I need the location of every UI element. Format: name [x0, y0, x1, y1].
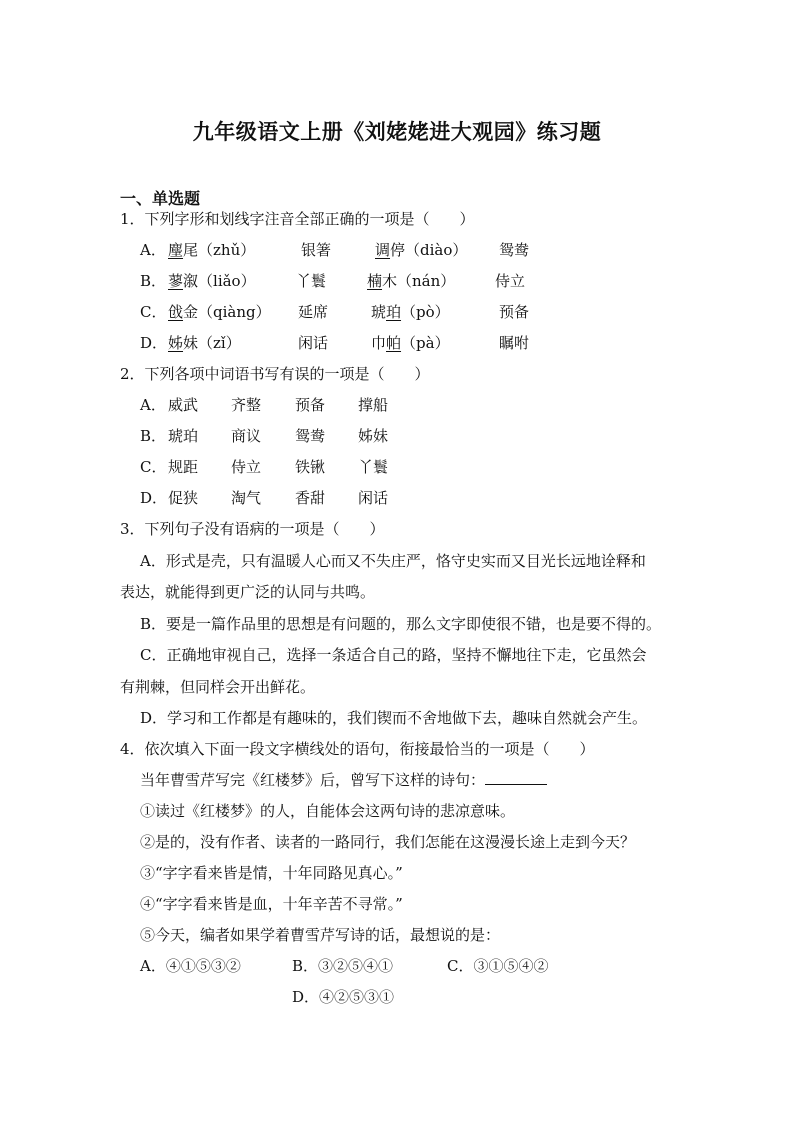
q4-sentence-2: ②是的，没有作者、读者的一路同行，我们怎能在这漫漫长途上走到今天？	[140, 833, 636, 851]
q4-sentence-5: ⑤今天，编者如果学着曹雪芹写诗的话，最想说的是：	[140, 926, 501, 944]
q3-option-c-cont: 有荆棘，但同样会开出鲜花。	[120, 678, 316, 696]
q1-option-c-label: C．	[140, 303, 167, 321]
q1-option-a-2: 银箸	[301, 241, 332, 259]
q1-option-a-3: 调停（diào）	[375, 241, 468, 259]
q1-option-d-3: 巾帕（pà）	[371, 334, 450, 352]
q2-option-d-word: 淘气	[231, 489, 262, 507]
q4-sentence-3: ③“字字看来皆是情，十年同路见真心。”	[140, 864, 403, 882]
q2-option-c-word: 丫鬟	[358, 458, 389, 476]
q2-option-c-word: 铁锹	[295, 458, 326, 476]
q3-option-a: A．形式是壳，只有温暖人心而又不失庄严，恪守史实而又目光长远地诠释和	[140, 552, 646, 570]
q2-option-d-word: 促狭	[168, 489, 199, 507]
q1-option-d-2: 闲话	[298, 334, 329, 352]
q2-option-b-word: 鸳鸯	[295, 427, 326, 445]
page-title: 九年级语文上册《刘姥姥进大观园》练习题	[192, 120, 602, 144]
q1-stem: 1．下列字形和划线字注音全部正确的一项是（ ）	[120, 210, 475, 228]
q4-choice-a: A．④①⑤③②	[140, 957, 241, 975]
q2-option-b-word: 商议	[231, 427, 262, 445]
q3-stem: 3．下列句子没有语病的一项是（ ）	[120, 520, 385, 538]
q3-option-b: B．要是一篇作品里的思想是有问题的，那么文字即使很不错，也是要不得的。	[140, 615, 662, 633]
section-heading: 一、单选题	[120, 189, 201, 208]
q2-option-a-word: 威武	[168, 396, 199, 414]
q2-stem: 2．下列各项中词语书写有误的一项是（ ）	[120, 365, 430, 383]
q1-option-a-label: A．	[140, 241, 166, 259]
q1-option-c-1: 戗金（qiàng）	[168, 303, 271, 321]
q2-option-d-word: 闲话	[358, 489, 389, 507]
q2-option-c-label: C．	[140, 458, 167, 476]
q4-intro: 当年曹雪芹写完《红楼梦》后，曾写下这样的诗句：	[140, 770, 547, 790]
q2-option-d-word: 香甜	[295, 489, 326, 507]
answer-blank	[485, 770, 547, 785]
q2-option-d-label: D．	[140, 489, 168, 507]
q1-option-c-4: 预备	[499, 303, 530, 321]
q3-option-c: C．正确地审视自己，选择一条适合自己的路，坚持不懈地往下走，它虽然会	[140, 646, 647, 664]
q4-sentence-1: ①读过《红楼梦》的人，自能体会这两句诗的悲凉意味。	[140, 802, 516, 820]
q4-choice-c: C．③①⑤④②	[447, 957, 549, 975]
q4-sentence-4: ④“字字看来皆是血，十年辛苦不寻常。”	[140, 895, 403, 913]
q1-option-d-1: 姊妹（zǐ）	[168, 334, 241, 352]
q1-option-b-1: 蓼溆（liǎo）	[168, 272, 256, 290]
q1-option-a-1: 麈尾（zhǔ）	[168, 241, 256, 259]
q2-option-a-word: 撑船	[358, 396, 389, 414]
q1-option-b-label: B．	[140, 272, 167, 290]
q1-option-b-4: 侍立	[495, 272, 526, 290]
q2-option-a-word: 齐整	[231, 396, 262, 414]
q1-option-d-4: 瞩咐	[499, 334, 530, 352]
q2-option-a-word: 预备	[295, 396, 326, 414]
q1-option-c-3: 琥珀（pò）	[371, 303, 450, 321]
q4-choice-d: D．④②⑤③①	[292, 988, 395, 1006]
q1-option-b-2: 丫鬟	[296, 272, 327, 290]
q4-choice-b: B．③②⑤④①	[292, 957, 394, 975]
q2-option-b-word: 姊妹	[358, 427, 389, 445]
q3-option-a-cont: 表达，就能得到更广泛的认同与共鸣。	[120, 583, 376, 601]
q2-option-b-word: 琥珀	[168, 427, 199, 445]
q1-option-a-4: 鸳鸯	[499, 241, 530, 259]
q2-option-a-label: A．	[140, 396, 166, 414]
q1-option-b-3: 楠木（nán）	[367, 272, 456, 290]
q2-option-c-word: 侍立	[231, 458, 262, 476]
q3-option-d: D．学习和工作都是有趣味的，我们锲而不舍地做下去，趣味自然就会产生。	[140, 709, 648, 727]
q1-option-c-2: 延席	[298, 303, 329, 321]
q1-option-d-label: D．	[140, 334, 168, 352]
q2-option-c-word: 规距	[168, 458, 199, 476]
q2-option-b-label: B．	[140, 427, 167, 445]
q4-stem: 4．依次填入下面一段文字横线处的语句，衔接最恰当的一项是（ ）	[120, 740, 595, 758]
